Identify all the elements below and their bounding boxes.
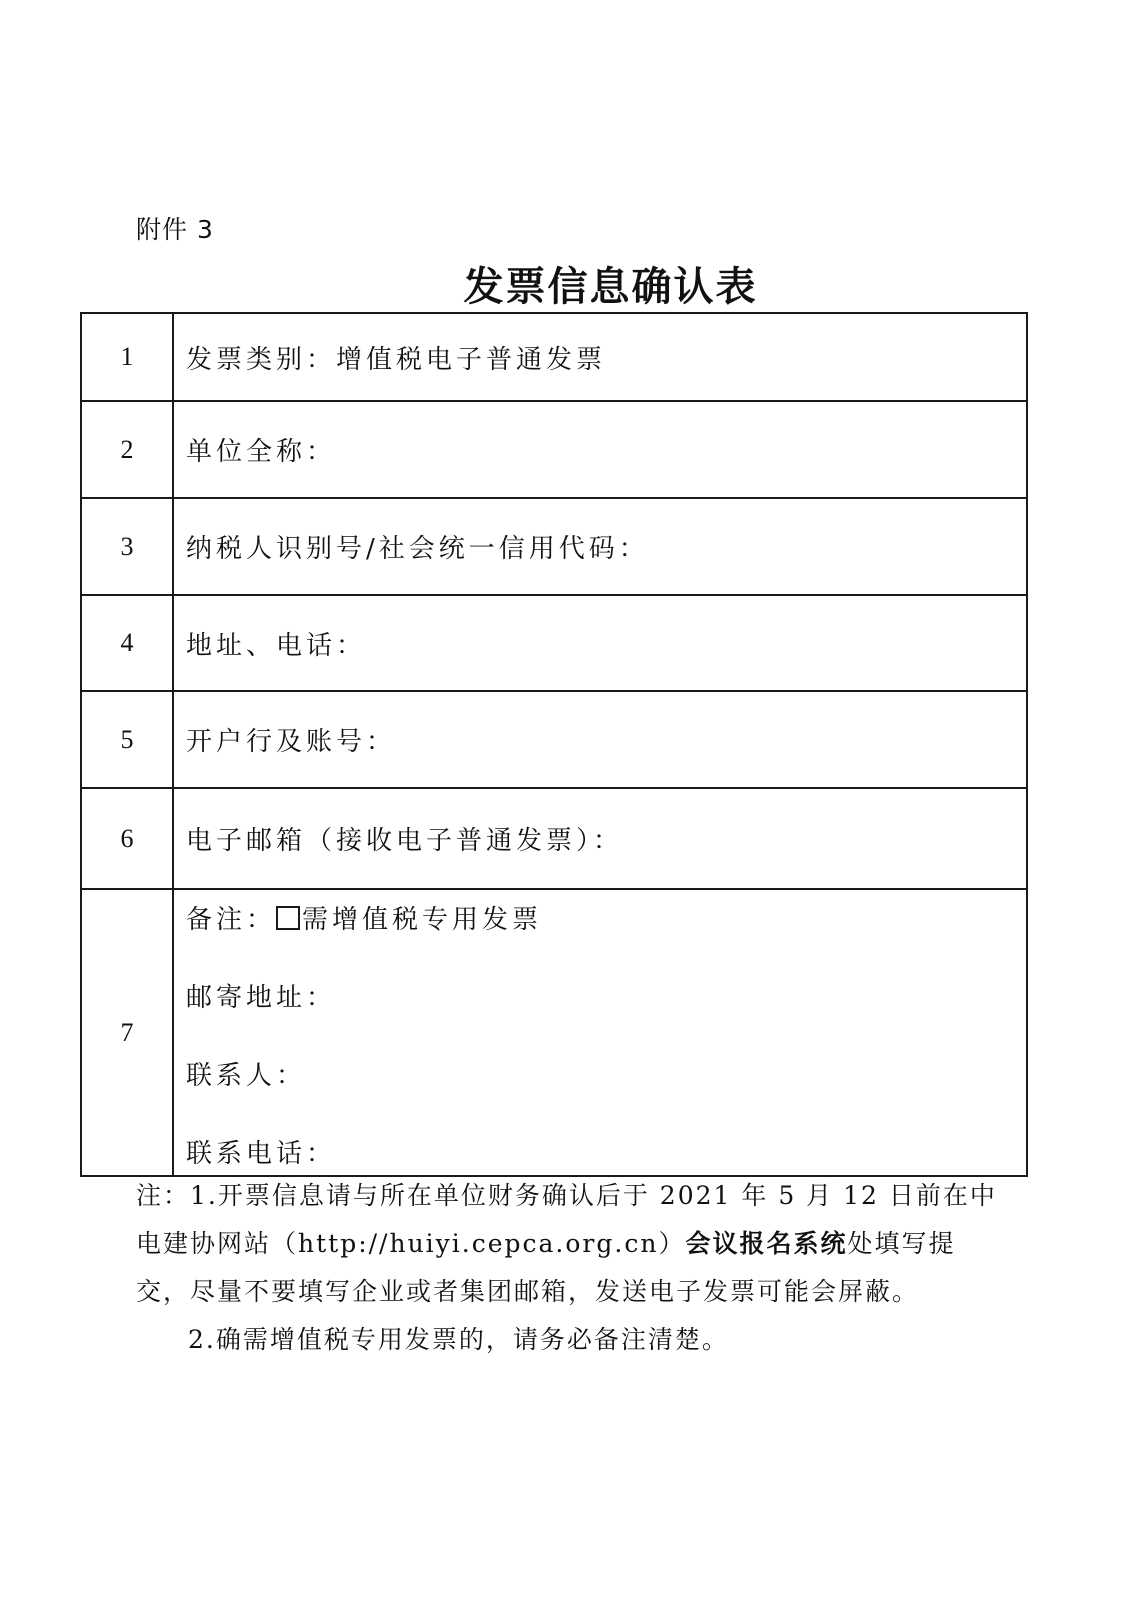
remark-line bbox=[186, 899, 1026, 936]
registration-system-link[interactable]: 会议报名系统 bbox=[685, 1229, 848, 1258]
row-number: 1 bbox=[81, 313, 173, 401]
note-line-1: 注：1.开票信息请与所在单位财务确认后于 2021 年 5 月 12 日前在中 bbox=[136, 1181, 997, 1210]
mail-address-field[interactable]: 邮寄地址： bbox=[186, 982, 337, 1013]
tax-id-field[interactable]: 纳税人识别号/社会统一信用代码： bbox=[173, 498, 1027, 595]
remarks-cell bbox=[173, 889, 1027, 1176]
email-field[interactable]: 电子邮箱（接收电子普通发票）： bbox=[173, 788, 1027, 889]
row-number: 4 bbox=[81, 595, 173, 691]
row-number: 6 bbox=[81, 788, 173, 889]
remarks-block bbox=[186, 893, 1026, 1173]
invoice-info-table bbox=[80, 312, 1028, 1177]
note-line-2 bbox=[136, 1220, 1026, 1268]
row-number: 5 bbox=[81, 691, 173, 788]
row-number: 3 bbox=[81, 498, 173, 595]
note-line-4: 2.确需增值税专用发票的，请务必备注清楚。 bbox=[188, 1325, 729, 1354]
table-row bbox=[81, 595, 1027, 691]
contact-person-field[interactable]: 联系人： bbox=[186, 1061, 307, 1092]
invoice-type-field: 发票类别：增值税电子普通发票 bbox=[173, 313, 1027, 401]
address-phone-field[interactable]: 地址、电话： bbox=[173, 595, 1027, 691]
table-row bbox=[81, 788, 1027, 889]
row-number: 2 bbox=[81, 401, 173, 498]
notes-section bbox=[136, 1172, 1026, 1364]
attachment-label: 附件 3 bbox=[136, 215, 214, 244]
table-row bbox=[81, 498, 1027, 595]
company-name-field[interactable]: 单位全称： bbox=[173, 401, 1027, 498]
table-row bbox=[81, 313, 1027, 401]
note-line-3: 交，尽量不要填写企业或者集团邮箱，发送电子发票可能会屏蔽。 bbox=[136, 1277, 920, 1306]
contact-phone-field[interactable]: 联系电话： bbox=[186, 1139, 337, 1170]
remark-prefix: 备注： bbox=[186, 904, 277, 935]
note-website-text: 电建协网站（http://huiyi.cepca.org.cn） bbox=[136, 1229, 686, 1258]
table-row bbox=[81, 691, 1027, 788]
bank-account-field[interactable]: 开户行及账号： bbox=[173, 691, 1027, 788]
note-text: 处填写提 bbox=[847, 1229, 956, 1258]
table-row bbox=[81, 401, 1027, 498]
table-row bbox=[81, 889, 1027, 1176]
row-number: 7 bbox=[81, 889, 173, 1176]
page-title: 发票信息确认表 bbox=[463, 264, 758, 310]
vat-special-invoice-checkbox[interactable] bbox=[276, 906, 300, 930]
vat-special-invoice-label: 需增值税专用发票 bbox=[302, 904, 543, 935]
